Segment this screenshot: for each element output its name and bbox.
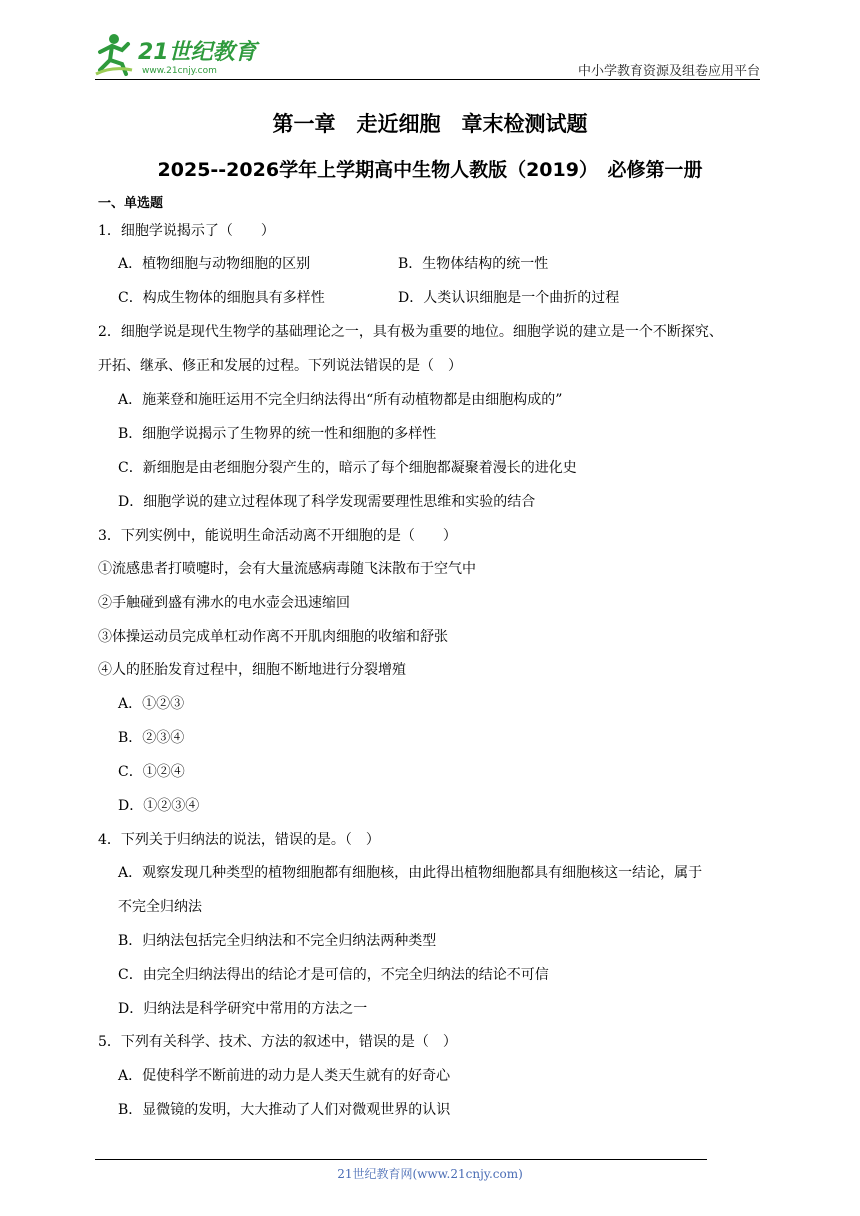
footer-divider xyxy=(95,1159,707,1160)
platform-name: 中小学教育资源及组卷应用平台 xyxy=(577,64,760,79)
statement-item: ①流感患者打喷嚏时，会有大量流感病毒随飞沫散布于空气中 xyxy=(98,561,476,577)
option-a: A．①②③ xyxy=(118,696,185,712)
option-a: A．观察发现几种类型的植物细胞都有细胞核，由此得出植物细胞都具有细胞核这一结论，属于 xyxy=(118,865,703,881)
option-b: B．显微镜的发明，大大推动了人们对微观世界的认识 xyxy=(118,1102,451,1118)
option-d: D．①②③④ xyxy=(118,798,200,814)
page-title: 第一章 走近细胞 章末检测试题 xyxy=(272,112,588,136)
header-divider xyxy=(95,79,760,80)
statement-item: ③体操运动员完成单杠动作离不开肌肉细胞的收缩和舒张 xyxy=(98,629,448,645)
statement-item: ②手触碰到盛有沸水的电水壶会迅速缩回 xyxy=(98,595,350,611)
question-stem: 1．细胞学说揭示了（ ） xyxy=(98,223,275,239)
option-b: B．生物体结构的统一性 xyxy=(398,256,549,272)
option-d: D．人类认识细胞是一个曲折的过程 xyxy=(398,290,620,306)
runner-logo-icon xyxy=(92,30,262,78)
option-c: C．新细胞是由老细胞分裂产生的，暗示了每个细胞都凝聚着漫长的进化史 xyxy=(118,460,577,476)
option-a: A．植物细胞与动物细胞的区别 xyxy=(118,256,311,272)
option-d: D．细胞学说的建立过程体现了科学发现需要理性思维和实验的结合 xyxy=(118,494,536,510)
option-c: C．构成生物体的细胞具有多样性 xyxy=(118,290,325,306)
option-b: B．②③④ xyxy=(118,730,185,746)
question-stem: 3．下列实例中，能说明生命活动离不开细胞的是（ ） xyxy=(98,528,457,544)
page-subtitle: 2025--2026学年上学期高中生物人教版（2019） 必修第一册 xyxy=(157,159,703,181)
svg-text:21世纪教育: 21世纪教育 xyxy=(138,40,257,65)
question-stem-continued: 开拓、继承、修正和发展的过程。下列说法错误的是（ ） xyxy=(98,358,462,374)
svg-text:www.21cnjy.com: www.21cnjy.com xyxy=(142,66,217,76)
footer-link[interactable]: 21世纪教育网(www.21cnjy.com) xyxy=(337,1167,523,1181)
option-a: A．促使科学不断前进的动力是人类天生就有的好奇心 xyxy=(118,1068,451,1084)
question-stem: 5．下列有关科学、技术、方法的叙述中，错误的是（ ） xyxy=(98,1034,457,1050)
question-stem: 4．下列关于归纳法的说法，错误的是。（ ） xyxy=(98,832,380,848)
question-stem: 2．细胞学说是现代生物学的基础理论之一，具有极为重要的地位。细胞学说的建立是一个不断探究、 xyxy=(98,324,723,340)
option-c: C．由完全归纳法得出的结论才是可信的，不完全归纳法的结论不可信 xyxy=(118,967,549,983)
option-b: B．细胞学说揭示了生物界的统一性和细胞的多样性 xyxy=(118,426,437,442)
option-a: A．施莱登和施旺运用不完全归纳法得出“所有动植物都是由细胞构成的” xyxy=(118,392,563,408)
option-b: B．归纳法包括完全归纳法和不完全归纳法两种类型 xyxy=(118,933,437,949)
option-c: C．①②④ xyxy=(118,764,185,780)
option-d: D．归纳法是科学研究中常用的方法之一 xyxy=(118,1001,368,1017)
logo xyxy=(92,30,262,78)
statement-item: ④人的胚胎发育过程中，细胞不断地进行分裂增殖 xyxy=(98,662,406,678)
section-heading: 一、单选题 xyxy=(98,196,164,211)
option-a-continued: 不完全归纳法 xyxy=(118,899,202,915)
